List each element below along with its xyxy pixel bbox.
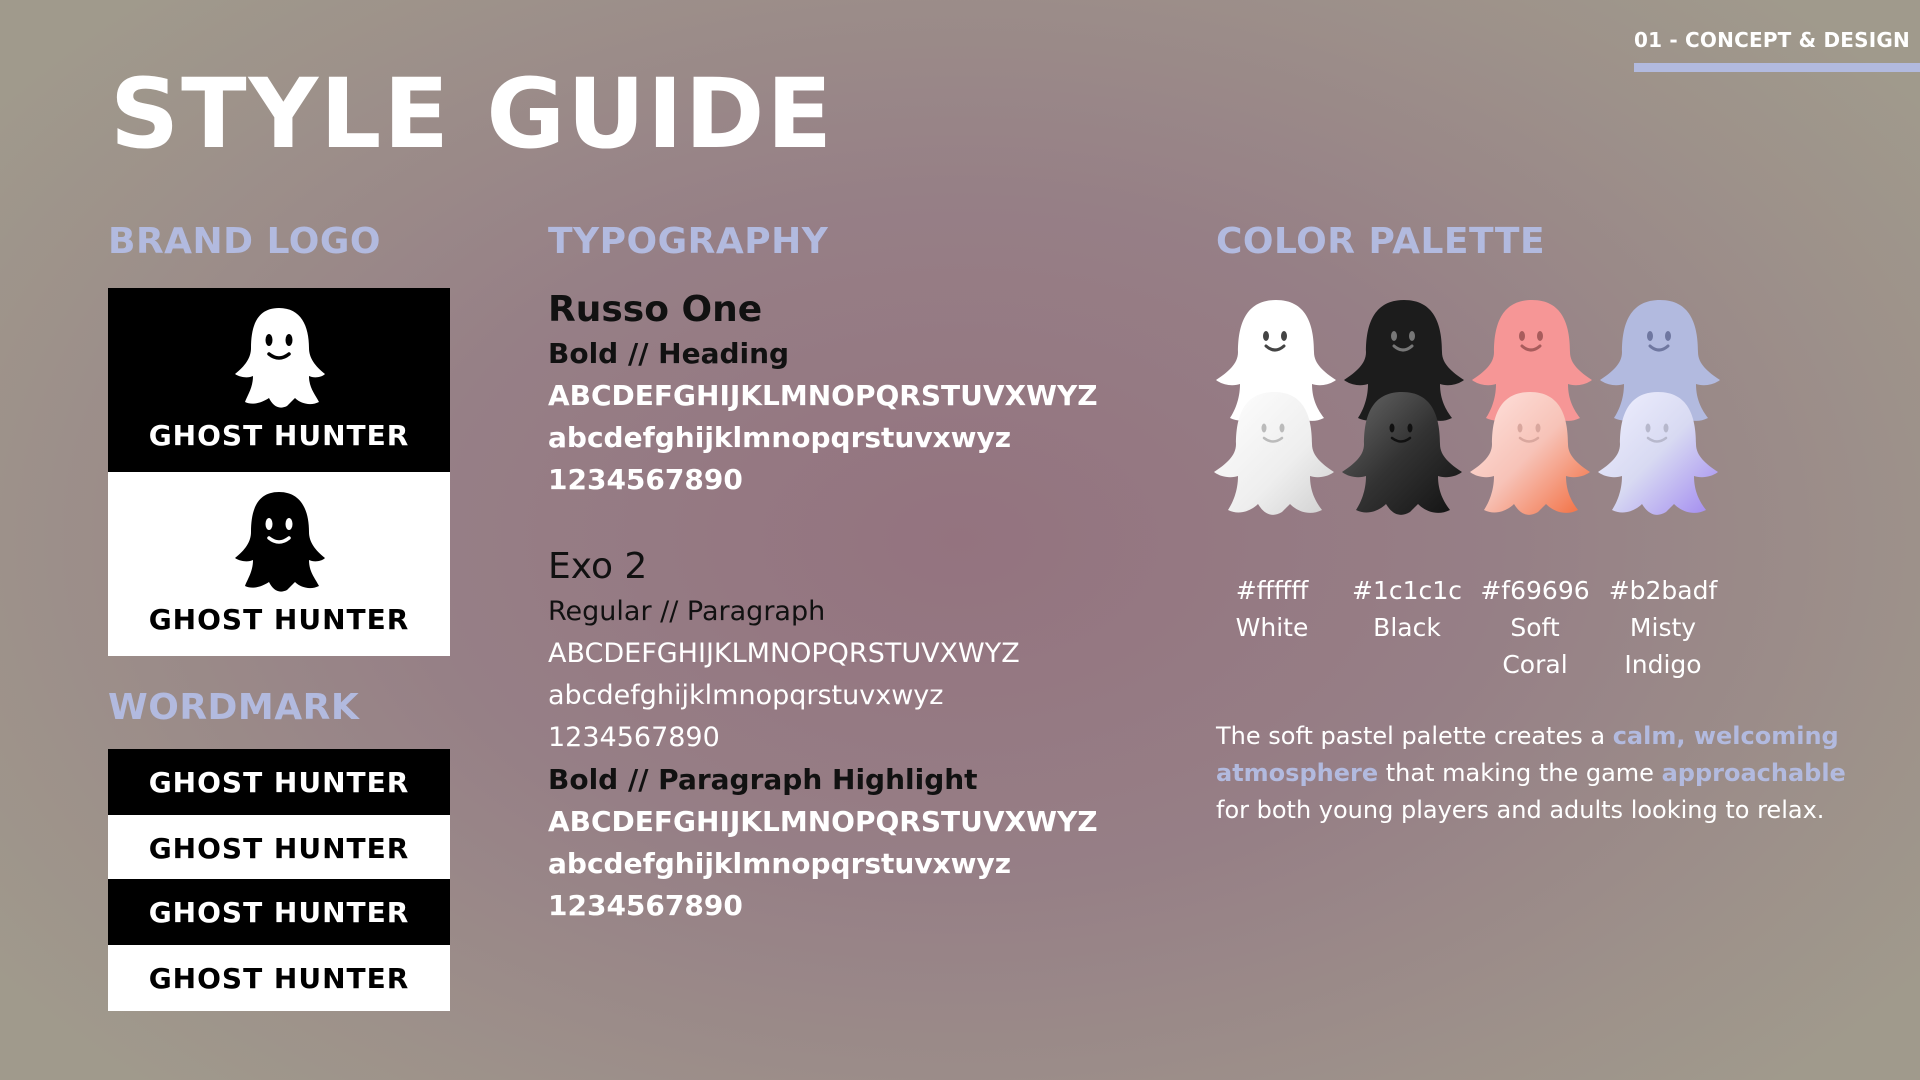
desc-text: The soft pastel palette creates a: [1216, 722, 1613, 750]
font-highlight-uppercase: ABCDEFGHIJKLMNOPQRSTUVXWYZ: [548, 805, 1098, 838]
desc-highlight: approachable: [1661, 759, 1846, 787]
desc-text: that making the game: [1378, 759, 1662, 787]
swatch-name: Misty: [1629, 613, 1697, 642]
swatch-hex: #1c1c1c: [1352, 576, 1462, 605]
chapter-underline: [1634, 63, 1920, 72]
swatch-black: [1337, 572, 1477, 646]
font-specimen-russo: [548, 287, 1098, 501]
font-specimen-exo: [548, 543, 1098, 927]
font-digits: 1234567890: [548, 722, 720, 753]
swatch-indigo: [1593, 572, 1733, 683]
font-highlight-style: Bold // Paragraph Highlight: [548, 763, 978, 796]
font-style: Bold // Heading: [548, 337, 790, 370]
desc-highlight: calm, welcoming atmosphere: [1216, 722, 1839, 787]
font-digits: 1234567890: [548, 463, 743, 496]
wordmark-dark-2: GHOST HUNTER: [108, 879, 450, 945]
swatch-name-2: Indigo: [1624, 650, 1702, 679]
font-uppercase: ABCDEFGHIJKLMNOPQRSTUVXWYZ: [548, 379, 1098, 412]
chapter-label: 01 - CONCEPT & DESIGN: [1634, 28, 1910, 52]
swatch-hex: #b2badf: [1608, 576, 1718, 605]
swatch-name: Black: [1373, 613, 1441, 642]
font-highlight-digits: 1234567890: [548, 889, 743, 922]
brand-logo-dark: [108, 288, 450, 472]
ghost-icon: [231, 304, 327, 414]
swatch-coral: [1465, 572, 1605, 683]
font-style: Regular // Paragraph: [548, 596, 826, 627]
ghost-icon: [231, 488, 327, 598]
swatch-name-2: Coral: [1502, 650, 1568, 679]
wordmark-dark-1: GHOST HUNTER: [108, 749, 450, 815]
wordmark-light-2: GHOST HUNTER: [108, 945, 450, 1011]
swatch-name: Soft: [1510, 613, 1560, 642]
swatch-hex: #f69696: [1480, 576, 1590, 605]
brand-logo-heading: BRAND LOGO: [108, 221, 381, 262]
brand-logo-text: GHOST HUNTER: [148, 603, 410, 636]
palette-ghosts: [1210, 296, 1750, 556]
swatch-name: White: [1235, 613, 1309, 642]
desc-text: for both young players and adults looking to relax.: [1216, 796, 1825, 824]
color-palette-heading: COLOR PALETTE: [1216, 221, 1546, 262]
font-name: Russo One: [548, 289, 763, 330]
wordmark-light-1: GHOST HUNTER: [108, 815, 450, 881]
wordmark-heading: WORDMARK: [108, 687, 360, 728]
page-title: STYLE GUIDE: [110, 58, 835, 170]
swatch-hex: #ffffff: [1235, 576, 1309, 605]
typography-heading: TYPOGRAPHY: [548, 221, 829, 262]
brand-logo-light: [108, 472, 450, 656]
font-highlight-lowercase: abcdefghijklmnopqrstuvxwyz: [548, 847, 1012, 880]
palette-description: [1216, 718, 1856, 829]
swatch-white: [1202, 572, 1342, 646]
brand-logo-text: GHOST HUNTER: [148, 419, 410, 452]
font-name: Exo 2: [548, 546, 648, 587]
font-lowercase: abcdefghijklmnopqrstuvxwyz: [548, 421, 1012, 454]
font-uppercase: ABCDEFGHIJKLMNOPQRSTUVXWYZ: [548, 638, 1020, 669]
font-lowercase: abcdefghijklmnopqrstuvxwyz: [548, 680, 944, 711]
